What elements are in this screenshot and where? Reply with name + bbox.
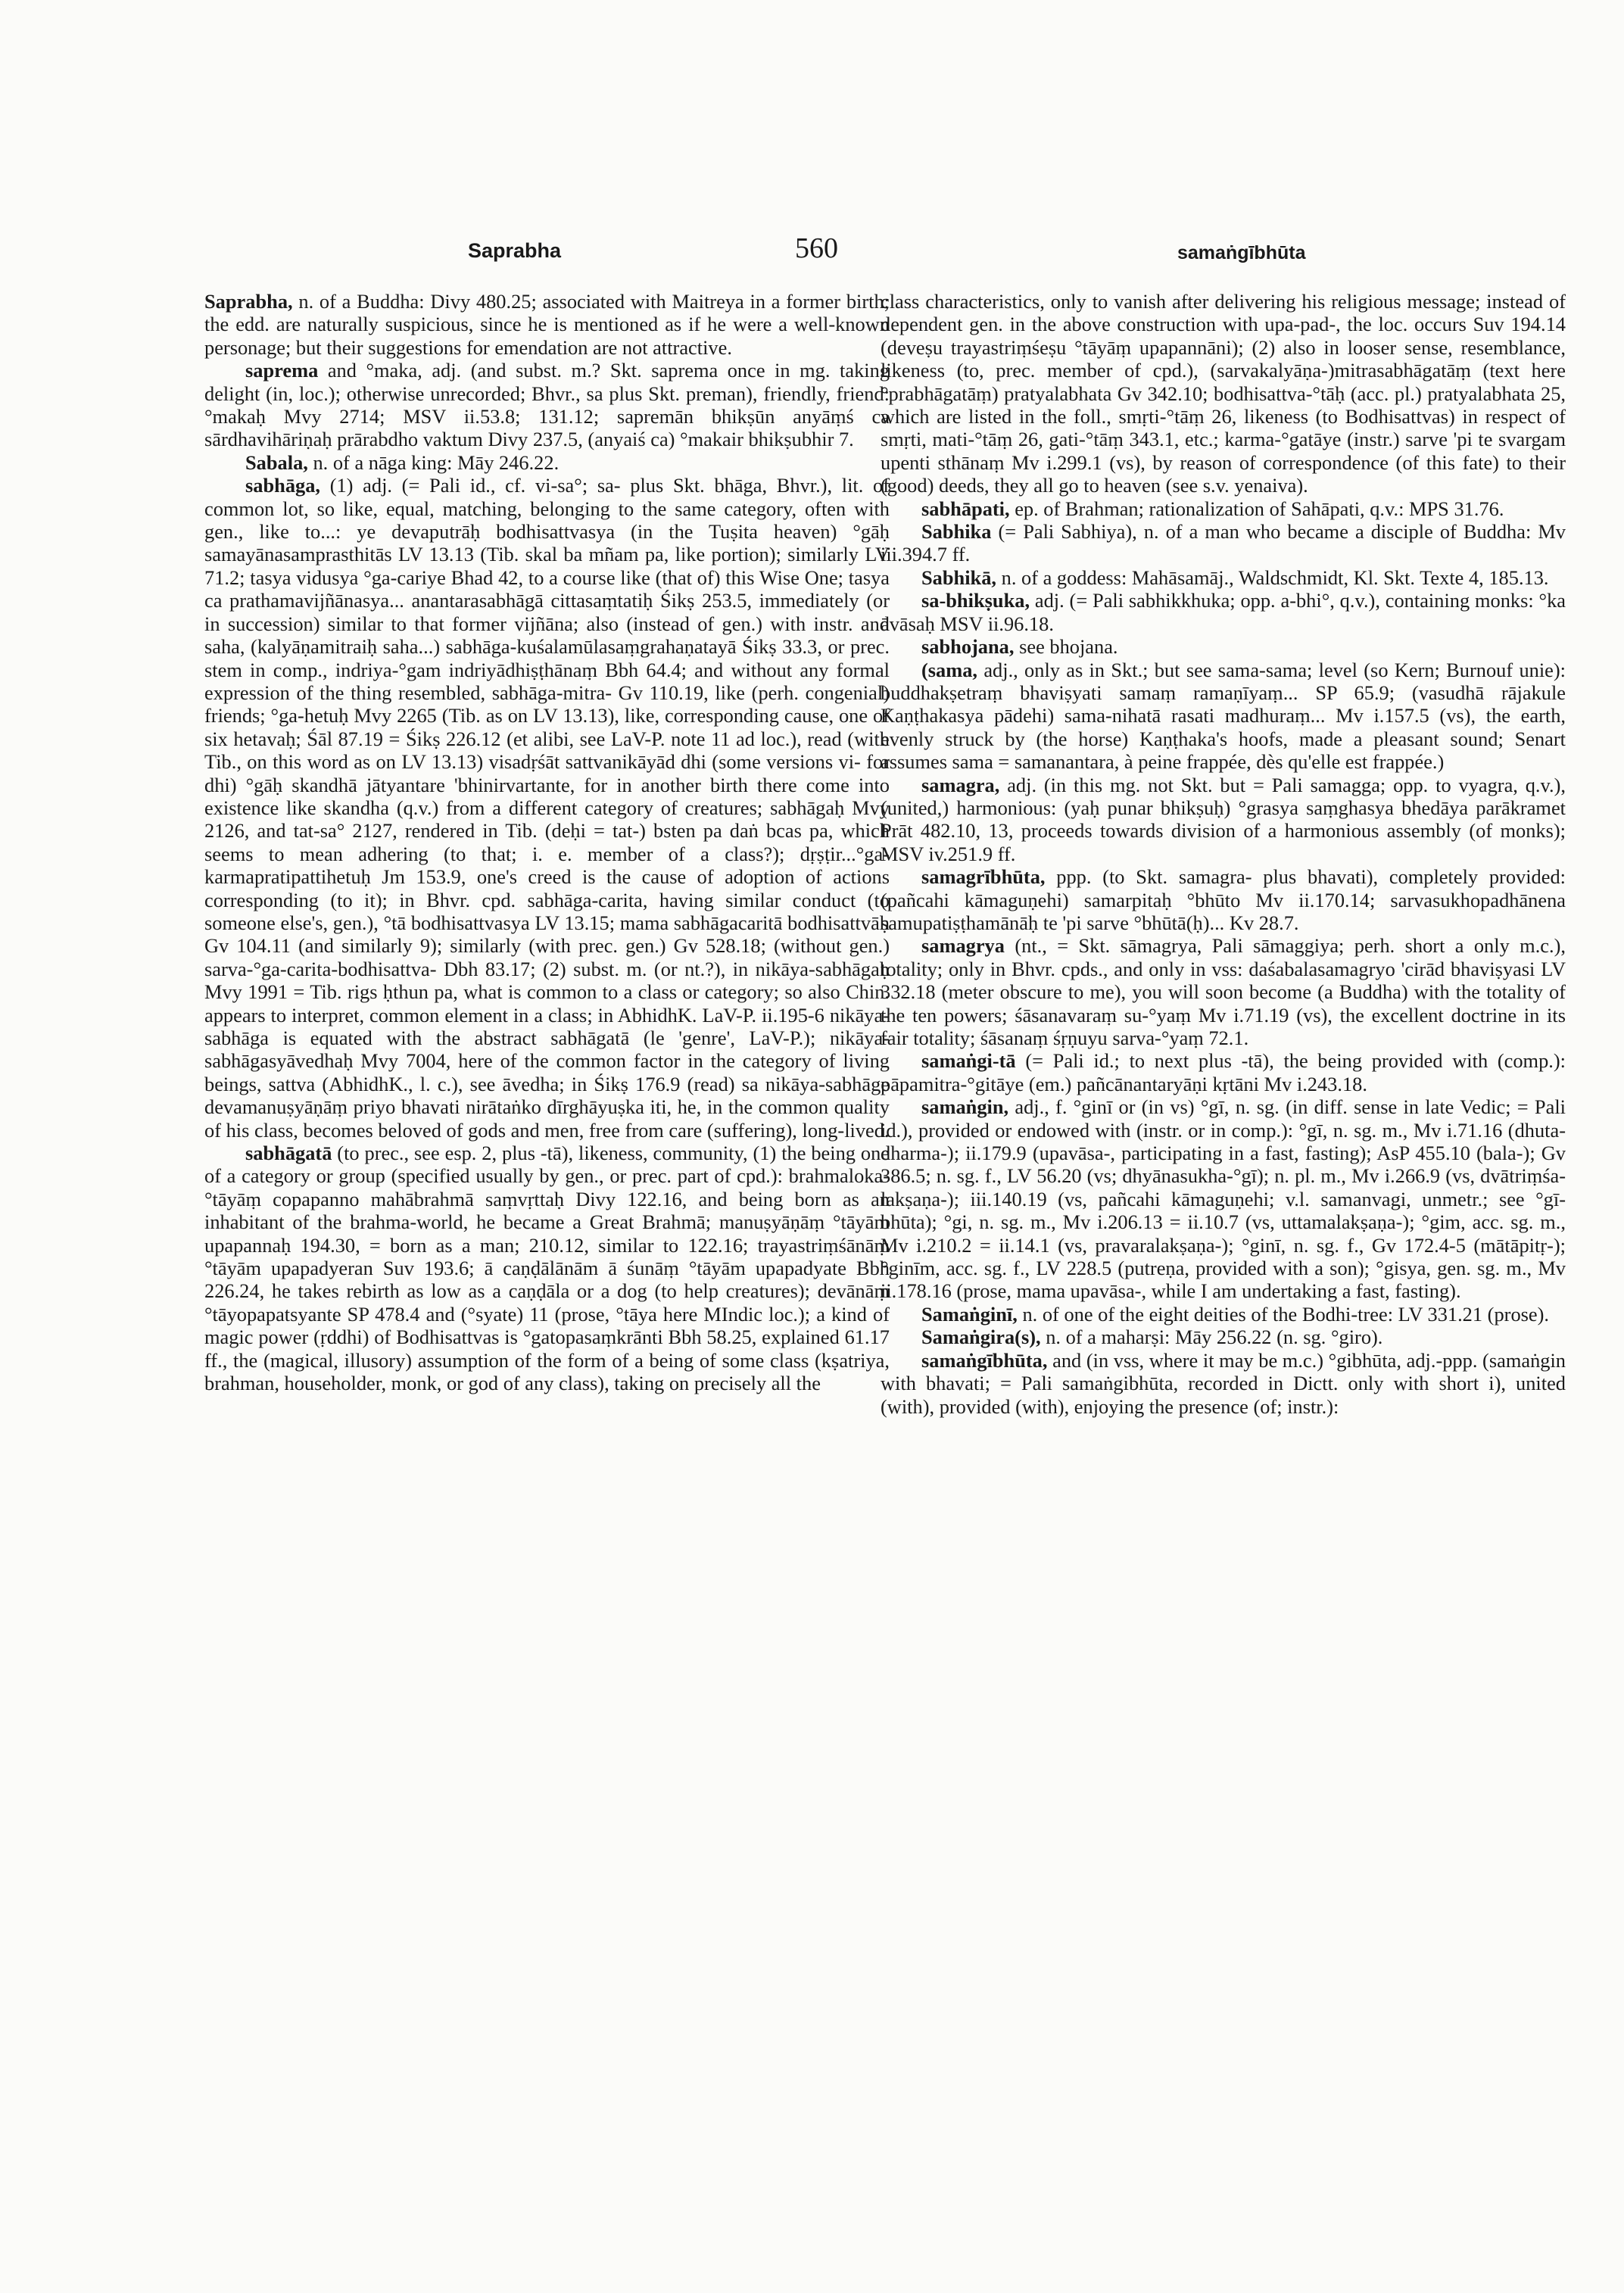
entry-text: n. of a goddess: Mahāsamāj., Waldschmidt, Kl. Skt. Texte 4, 185.13. bbox=[996, 565, 1549, 589]
entry-headword: Samaṅgira(s), bbox=[921, 1326, 1041, 1349]
entry-text: (= Pali Sabhiya), n. of a man who became a disciple of Buddha: Mv iii.394.7 ff. bbox=[881, 520, 1566, 566]
entry-headword: sabhāpati, bbox=[921, 497, 1010, 520]
entry-text: n. of a maharṣi: Māy 256.22 (n. sg. °giro). bbox=[1040, 1326, 1383, 1349]
right-column bbox=[881, 290, 1566, 2258]
entry-headword: sabhojana, bbox=[921, 635, 1015, 659]
entry-text: n. of a nāga king: Māy 246.22. bbox=[307, 450, 560, 474]
entry-text: and °maka, adj. (and subst. m.? Skt. saprema once in mg. taking delight (in, loc.); otherwise unrecorded; Bhvr., sa plus Skt. preman), friendly, friend: °makaḥ Mvy 2714; MSV ii.53.8; 131.12; sapremān bhikṣūn anyāṃś ca sārdhavihāriṇaḥ prārabdho vaktum Divy 237.5, (anyaiś ca) °makair bhikṣubhir 7. bbox=[204, 359, 890, 451]
entry-samangin bbox=[881, 1095, 1566, 1303]
entry-samagrya bbox=[881, 934, 1566, 1049]
entry-sabhapati bbox=[881, 497, 1566, 520]
entry-text: (to prec., see esp. 2, plus -tā), likeness, community, (1) the being one of a category or group (specified usually by gen., or prec. part of cpd.): brahmaloka-°tāyāṃ copapanno mahābrahmā saṃvṛttaḥ Divy 122.16, and being born as an inhabitant of the brahma-world, he became a Great Brahmā; manuṣyāṇāṃ °tāyām upapannaḥ 194.30, = born as a man; 210.12, similar to 122.16; trayastriṃśānāṃ °tāyām upapadyeran Suv 193.6; ā caṇḍālānām ā śunāṃ °tāyām upapadyate Bbh 226.24, he takes rebirth as low as a caṇḍāla or a dog (to help creatures); devānāṃ °tāyopapatsyante SP 478.4 and (°syate) 11 (prose, °tāya here MIndic loc.); a kind of magic power (ṛddhi) of Bodhisattvas is °gatopasaṃkrānti Bbh 58.25, explained 61.17 ff., the (magical, illusory) assumption of the form of a being of some class (kṣatriya, brahman, householder, monk, or god of any class), taking on precisely all the bbox=[204, 1142, 890, 1395]
page-number: 560 bbox=[795, 232, 838, 264]
entry-headword: Sabhika bbox=[921, 520, 992, 544]
header-right-guide-word: samaṅgībhūta bbox=[1177, 242, 1306, 263]
entry-samangibhuta bbox=[881, 1349, 1566, 1418]
entry-headword: samaṅgin, bbox=[921, 1095, 1009, 1119]
entry-sabhaga bbox=[204, 474, 890, 1142]
entry-text: (nt., = Skt. sāmagrya, Pali sāmaggiya; perh. short a only m.c.), totality; only in Bhvr. cpds., and only in vss: daśabalasamagryo 'cirād bhaviṣyasi LV 332.18 (meter obscure to me), you will soon become (a Buddha) with the totality of the ten powers; śāsanavaraṃ su-°yaṃ Mv i.71.19 (vs), the excellent doctrine in its fair totality; śāsanaṃ śṛṇuyu sarva-°yaṃ 72.1. bbox=[881, 934, 1566, 1049]
entry-headword: samagrībhūta, bbox=[921, 865, 1046, 889]
left-column bbox=[204, 290, 890, 2258]
entry-text: class characteristics, only to vanish after delivering his religious message; instead of dependent gen. in the above construction with upa-pad-, the loc. occurs Suv 194.14 (deveṣu trayastriṃśeṣu °tāyāṃ upapannāni); (2) also in looser sense, resemblance, likeness (to, prec. member of cpd.), (sarvakalyāṇa-)mitrasabhāgatāṃ (text here °prabhāgatāṃ) pratyalabhata Gv 342.10; bodhisattva-°tāḥ (acc. pl.) pratyalabhata 25, which are listed in the foll., smṛti-°tāṃ 26, likeness (to Bodhisattvas) in respect of smṛti, mati-°tāṃ 26, gati-°tāṃ 343.1, etc.; karma-°gatāye (instr.) sarve 'pi te svargam upenti sthānaṃ Mv i.299.1 (vs), by reason of correspondence (of this fate) to their (good) deeds, they all go to heaven (see s.v. yenaiva). bbox=[881, 290, 1566, 497]
entry-samagribhuta bbox=[881, 865, 1566, 934]
entry-sabhagata bbox=[204, 1142, 890, 1394]
entry-text: adj., f. °ginī or (in vs) °gī, n. sg. (in diff. sense in late Vedic; = Pali id.), provided or endowed with (instr. or in comp.): °gī, n. sg. m., Mv i.71.16 (dhuta-dharma-); ii.179.9 (upavāsa-, participating in a fast, fasting); AsP 455.10 (bala-); Gv 386.5; n. sg. f., LV 56.20 (vs; dhyānasukha-°gī); n. pl. m., Mv i.266.9 (vs, dvātriṃśa-lakṣaṇa-); iii.140.19 (vs, pañcahi kāmaguṇehi; v.l. samanvagi, unmetr.; see °gī-bhūta); °gi, n. sg. m., Mv i.206.13 = ii.10.7 (vs, uttamalakṣaṇa-); °gim, acc. sg. m., Mv i.210.2 = ii.14.1 (vs, pravaralakṣaṇa-); °ginī, n. sg. f., Gv 172.4-5 (mātāpitṛ-); °ginīm, acc. sg. f., LV 228.5 (putreṇa, provided with a son); °gisya, gen. sg. m., Mv ii.178.16 (prose, mama upavāsa-, while I am undertaking a fast, fasting). bbox=[881, 1095, 1566, 1303]
entry-samangi-ta bbox=[881, 1049, 1566, 1095]
entry-headword: sa-bhikṣuka, bbox=[921, 589, 1030, 612]
entry-text: adj. (= Pali sabhikkhuka; opp. a-bhi°, q.v.), containing monks: °ka āvāsaḥ MSV ii.96.18. bbox=[881, 589, 1566, 635]
entry-headword: samaṅgībhūta, bbox=[921, 1348, 1048, 1372]
entry-headword: sabhāga, bbox=[245, 474, 321, 497]
entry-headword: Saprabha, bbox=[204, 290, 293, 313]
entry-samangini bbox=[881, 1303, 1566, 1326]
entry-text: ep. of Brahman; rationalization of Sahāpati, q.v.: MPS 31.76. bbox=[1009, 497, 1504, 520]
entry-sabhika bbox=[881, 520, 1566, 566]
entry-text: (1) adj. (= Pali id., cf. vi-sa°; sa- plus Skt. bhāga, Bhvr.), lit. of common lot, so like, equal, matching, belonging to the same category, often with gen., like to...: ye devaputrāḥ bodhisattvasya (in the Tuṣita heaven) °gāḥ samayānasamprasthitās LV 13.13 (Tib. skal ba mñam pa, like portion); similarly LV 71.2; tasya vidusya °ga-cariye Bhad 42, to a course like (that of) this Wise One; tasya ca prathamavijñānasya... anantarasabhāgā cittasaṃtatiḥ Śikṣ 253.5, immediately (or in succession) similar to that former vijñāna; also (instead of gen.) with instr. and saha, (kalyāṇamitraiḥ saha...) sabhāga-kuśalamūlasaṃgrahaṇatayā Śikṣ 33.3, or prec. stem in comp., indriya-°gam indriyādhiṣṭhānaṃ Bbh 64.4; and without any formal expression of the thing resembled, sabhāga-mitra- Gv 110.19, like (perh. congenial) friends; °ga-hetuḥ Mvy 2265 (Tib. as on LV 13.13), like, corresponding cause, one of six hetavaḥ; Śāl 87.19 = Śikṣ 226.12 (et alibi, see LaV-P. note 11 ad loc.), read (with Tib., on this word as on LV 13.13) visadṛśāt sattvanikāyād dhi (some versions vi- for dhi) °gāḥ skandhā jātyantare 'bhinirvartante, for in another birth there come into existence like skandha (q.v.) from a different category of creatures; sabhāgaḥ Mvy 2126, and tat-sa° 2127, rendered in Tib. (deḥi = tat-) bsten pa daṅ bcas pa, which seems to mean adhering (to that; i. e. member of a class?); dṛṣṭir...°ga-karmapratipattihetuḥ Jm 153.9, one's creed is the cause of adoption of actions corresponding (to it); in Bhvr. cpd. sabhāga-carita, having similar conduct (to someone else's, gen.), °tā bodhisattvasya LV 13.15; mama sabhāgacaritā bodhisattvāḥ Gv 104.11 (and similarly 9); similarly (with prec. gen.) Gv 528.18; (without gen.) sarva-°ga-carita-bodhisattva- Dbh 83.17; (2) subst. m. (or nt.?), in nikāya-sabhāgaḥ Mvy 1991 = Tib. rigs ḥthun pa, what is common to a class or category; so also Chin. appears to interpret, common element in a class; in AbhidhK. LaV-P. ii.195-6 nikāya-sabhāga is equated with the abstract sabhāgatā (le 'genre', LaV-P.); nikāya-sabhāgasyāvedhaḥ Mvy 7004, here of the common factor in the category of living beings, sattva (AbhidhK., l. c.), see āvedha; in Śikṣ 176.9 (read) sa nikāya-sabhāge devamanuṣyāṇāṃ priyo bhavati nirātaṅko dīrghāyuṣka iti, he, in the common quality of his class, becomes beloved of gods and men, free from care (suffering), long-lived. bbox=[204, 474, 890, 1142]
entry-text: adj., only as in Skt.; but see sama-sama; level (so Kern; Burnouf unie): buddhakṣetraṃ bhaviṣyati samaṃ ramaṇīyaṃ... SP 65.9; (vasudhā rājakule Kaṇṭhakasya pādehi) sama-nihatā rasati madhuraṃ... Mv i.157.5 (vs), the earth, evenly struck by (the horse) Kaṇṭhaka's hoofs, made a pleasant sound; Senart assumes sama = samanantara, à peine frappée, dès qu'elle est frappée.) bbox=[881, 658, 1566, 774]
running-header bbox=[0, 232, 1624, 282]
entry-headword: samagra, bbox=[921, 773, 1000, 796]
entry-headword: samaṅgi-tā bbox=[921, 1049, 1016, 1073]
entry-sabhojana bbox=[881, 635, 1566, 658]
entry-sabhika-goddess bbox=[881, 566, 1566, 589]
entry-text: and (in vss, where it may be m.c.) °gibhūta, adj.-ppp. (samaṅgin with bhavati; = Pali samaṅgibhūta, recorded in Dictt. only with short i), united (with), provided (with), enjoying the presence (of; instr.): bbox=[881, 1348, 1566, 1418]
entry-text: n. of a Buddha: Divy 480.25; associated with Maitreya in a former birth; the edd. are naturally suspicious, since he is mentioned as if he were a well-known personage; but their suggestions for emendation are not attractive. bbox=[204, 290, 890, 359]
entry-headword: (sama, bbox=[921, 658, 978, 681]
entry-text: adj. (in this mg. not Skt. but = Pali samagga; opp. to vyagra, q.v.), (united,) harmonious: (yaḥ punar bhikṣuḥ) °grasya saṃghasya bhedāya parākramet Prāt 482.10, 13, proceeds towards division of a harmonious assembly (of monks); MSV iv.251.9 ff. bbox=[881, 773, 1566, 865]
entry-text: (= Pali id.; to next plus -tā), the being provided with (comp.): pāpamitra-°gitāye (em.) pañcānantaryāṇi kṛtāni Mv i.243.18. bbox=[881, 1049, 1566, 1095]
entry-sabala bbox=[204, 451, 890, 474]
entry-headword: saprema bbox=[245, 359, 319, 382]
entry-samangira bbox=[881, 1326, 1566, 1348]
entry-sa-bhiksuka bbox=[881, 589, 1566, 635]
entry-headword: sabhāgatā bbox=[245, 1142, 332, 1165]
entry-headword: samagrya bbox=[921, 934, 1005, 958]
entry-samagra bbox=[881, 774, 1566, 866]
entry-sama bbox=[881, 659, 1566, 774]
header-left-guide-word: Saprabha bbox=[468, 239, 562, 262]
entry-text: see bhojana. bbox=[1014, 635, 1118, 659]
entry-text: ppp. (to Skt. samagra- plus bhavati), completely provided: (pañcahi kāmaguṇehi) samarpitaḥ °bhūto Mv ii.170.14; sarvasukhopadhānena samupatiṣṭhamānāḥ te 'pi sarve °bhūtā(ḥ)... Kv 28.7. bbox=[881, 865, 1566, 934]
entry-sabhagata-continued bbox=[881, 290, 1566, 497]
entry-saprabha bbox=[204, 290, 890, 359]
entry-headword: Sabala, bbox=[245, 450, 308, 474]
entry-headword: Samaṅginī, bbox=[921, 1302, 1018, 1326]
entry-saprema bbox=[204, 359, 890, 451]
entry-headword: Sabhikā, bbox=[921, 565, 997, 589]
entry-text: n. of one of the eight deities of the Bodhi-tree: LV 331.21 (prose). bbox=[1017, 1302, 1550, 1326]
